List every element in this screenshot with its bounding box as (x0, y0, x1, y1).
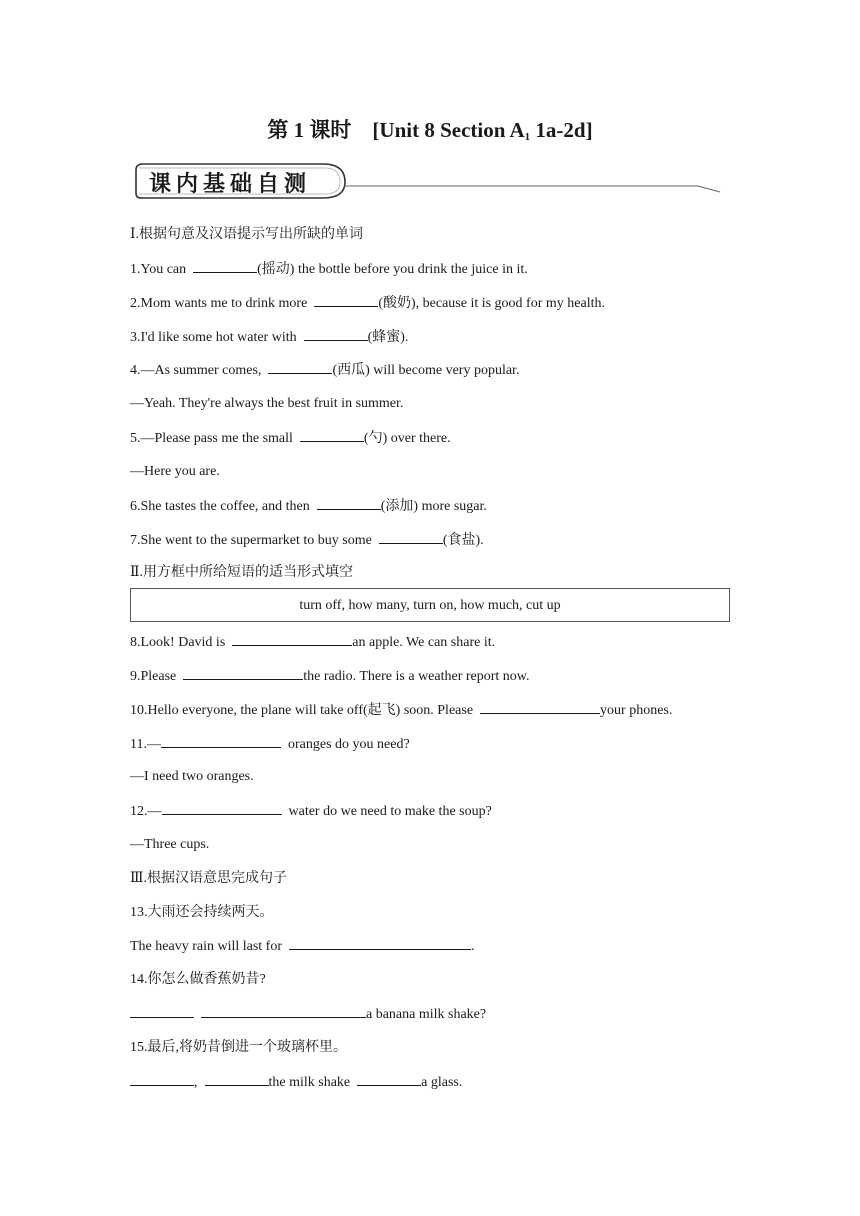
question-13: The heavy rain will last for . (130, 939, 475, 954)
question-1: 1.You can (摇动) the bottle before you drink the juice in it. (130, 262, 528, 277)
lesson-label: 第 1 课时 (267, 118, 352, 142)
question-11-reply: —I need two oranges. (130, 769, 254, 784)
question-13-prompt: 13.大雨还会持续两天。 (130, 905, 274, 920)
page-title (0, 114, 860, 144)
answer-blank[interactable] (480, 701, 600, 714)
answer-blank[interactable] (268, 361, 332, 374)
question-9: 9.Please the radio. There is a weather report now. (130, 669, 530, 684)
question-12-reply: —Three cups. (130, 837, 210, 852)
answer-blank[interactable] (130, 1005, 194, 1018)
question-11: 11.— oranges do you need? (130, 737, 410, 752)
answer-blank[interactable] (161, 735, 281, 748)
banner-label: 课内基础自测 (149, 172, 312, 197)
answer-blank[interactable] (304, 328, 368, 341)
question-7: 7.She went to the supermarket to buy some (食盐). (130, 533, 484, 548)
answer-blank[interactable] (379, 531, 443, 544)
answer-blank[interactable] (183, 667, 303, 680)
answer-blank[interactable] (162, 802, 282, 815)
section-2-heading: Ⅱ.用方框中所给短语的适当形式填空 (130, 565, 354, 580)
answer-blank[interactable] (289, 937, 471, 950)
unit-label: [Unit 8 Section A (372, 118, 525, 142)
question-5: 5.—Please pass me the small (勺) over there. (130, 431, 451, 446)
answer-blank[interactable] (314, 294, 378, 307)
question-15: , the milk shake a glass. (130, 1073, 462, 1092)
unit-range: 1a-2d] (530, 118, 593, 142)
question-5-reply: —Here you are. (130, 464, 220, 479)
question-4-reply: —Yeah. They're always the best fruit in summer. (130, 396, 404, 411)
question-14: a banana milk shake? (130, 1005, 486, 1024)
unit-subscript: 1 (524, 131, 531, 143)
question-14-prompt: 14.你怎么做香蕉奶昔? (130, 972, 266, 987)
answer-blank[interactable] (201, 1005, 366, 1018)
question-10: 10.Hello everyone, the plane will take off(起飞) soon. Please your phones. (130, 703, 673, 718)
answer-blank[interactable] (232, 633, 352, 646)
question-6: 6.She tastes the coffee, and then (添加) more sugar. (130, 499, 487, 514)
section-3-heading: Ⅲ.根据汉语意思完成句子 (130, 871, 288, 886)
question-2: 2.Mom wants me to drink more (酸奶), because it is good for my health. (130, 296, 605, 311)
answer-blank[interactable] (193, 260, 257, 273)
answer-blank[interactable] (205, 1073, 269, 1086)
question-3: 3.I'd like some hot water with (蜂蜜). (130, 330, 409, 345)
section-banner (133, 160, 723, 210)
question-12: 12.— water do we need to make the soup? (130, 804, 492, 819)
answer-blank[interactable] (130, 1073, 194, 1086)
answer-blank[interactable] (357, 1073, 421, 1086)
answer-blank[interactable] (300, 429, 364, 442)
section-1-heading: Ⅰ.根据句意及汉语提示写出所缺的单词 (130, 227, 364, 242)
question-8: 8.Look! David is an apple. We can share it. (130, 635, 496, 650)
answer-blank[interactable] (317, 497, 381, 510)
question-4: 4.—As summer comes, (西瓜) will become very popular. (130, 363, 520, 378)
word-box: turn off, how many, turn on, how much, cut up (130, 588, 730, 622)
question-15-prompt: 15.最后,将奶昔倒进一个玻璃杯里。 (130, 1040, 347, 1055)
